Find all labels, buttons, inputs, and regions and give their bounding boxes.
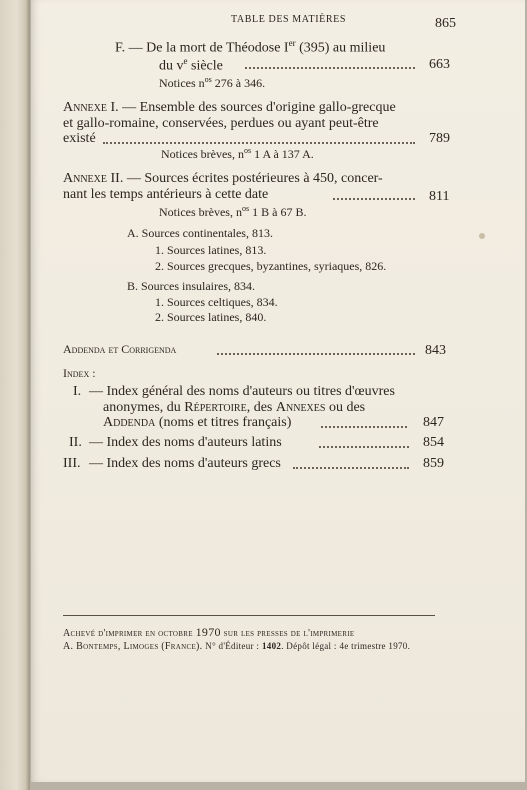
index-1-title-line2: anonymes, du Répertoire, des Annexes ou des xyxy=(103,400,366,415)
adjacent-page-edge xyxy=(0,0,30,790)
index-3-numeral: III. xyxy=(63,456,81,471)
leader-dots xyxy=(103,142,415,144)
annexe-2-notices: Notices brèves, $n^{os}$ 1 B à 67 B. xyxy=(159,204,307,219)
left-page-fragment xyxy=(0,424,1,442)
left-page-fragment xyxy=(0,630,1,636)
leader-dots xyxy=(293,467,409,469)
annexe-1-title: Annexe I. — Ensemble des sources d'origine gallo-grecque xyxy=(63,100,396,115)
annexe-2-part-a-item: 1. Sources latines, 813. xyxy=(155,243,267,257)
annexe-1-notices: Notices brèves, $n^{os}$ 1 A à 137 A. xyxy=(161,146,314,161)
section-f-title: F. — De la mort de Théodose Ier (395) au milieu xyxy=(115,38,386,56)
addenda-page: 843 xyxy=(425,343,446,358)
index-2-numeral: II. xyxy=(69,435,82,450)
colophon-rule xyxy=(63,615,435,616)
index-2-title: — Index des noms d'auteurs latins xyxy=(89,435,282,450)
left-page-fragment xyxy=(0,592,1,604)
index-heading: Index : xyxy=(63,366,96,380)
index-1-page: 847 xyxy=(423,415,444,430)
section-f-notices: Notices $n^{os}$ 276 à 346. xyxy=(159,75,266,90)
left-page-fragment xyxy=(0,476,1,488)
index-1-numeral: I. xyxy=(73,384,82,399)
index-1-title: — Index général des noms d'auteurs ou titres d'œuvres xyxy=(89,384,395,399)
annexe-1-title-line3: existé xyxy=(63,131,96,146)
left-page-fragment xyxy=(0,340,1,358)
annexe-2-title: Annexe II. — Sources écrites postérieures à 450, concer- xyxy=(63,171,383,186)
colophon-line1: Achevé d'imprimer en octobre 1970 sur les presses de l'imprimerie xyxy=(63,625,355,639)
left-page-fragment xyxy=(0,234,1,252)
left-page-fragment xyxy=(0,162,1,180)
left-page-fragment xyxy=(0,210,1,228)
left-page-fragment xyxy=(0,110,1,128)
left-page-fragment xyxy=(0,302,1,320)
annexe-1-page: 789 xyxy=(429,131,450,146)
annexe-2-part-b-item: 2. Sources latines, 840. xyxy=(155,310,267,324)
index-2-page: 854 xyxy=(423,435,444,450)
annexe-2-part-a-item: 2. Sources grecques, byzantines, syriaques, 826. xyxy=(155,259,387,273)
annexe-2-part-b: B. Sources insulaires, 834. xyxy=(127,279,255,293)
colophon-line2: A. Bontemps, Limoges (France). N° d'Éditeur : 1402. Dépôt légal : 4e trimestre 1970. xyxy=(63,641,411,652)
index-1-title-line3: Addenda (noms et titres français) xyxy=(103,415,292,430)
leader-dots xyxy=(245,67,415,69)
leader-dots xyxy=(319,446,409,448)
left-page-fragment xyxy=(0,375,1,393)
book-page xyxy=(31,0,525,782)
annexe-2-part-a: A. Sources continentales, 813. xyxy=(127,226,273,240)
leader-dots xyxy=(321,426,407,428)
annexe-1-title-line2: et gallo-romaine, conservées, perdues ou ayant peut-être xyxy=(63,116,379,131)
annexe-2-page: 811 xyxy=(429,189,450,204)
section-f-page: 663 xyxy=(429,57,450,72)
section-f-title-line2: du $v^e$ siècle xyxy=(159,56,223,74)
leader-dots xyxy=(333,198,415,200)
paper-spot xyxy=(479,233,485,239)
index-3-title: — Index des noms d'auteurs grecs xyxy=(89,456,281,471)
index-3-page: 859 xyxy=(423,456,444,471)
page-number: 865 xyxy=(435,16,456,31)
annexe-2-title-line2: nant les temps antérieurs à cette date xyxy=(63,187,269,202)
leader-dots xyxy=(217,353,415,355)
addenda-label: Addenda et Corrigenda xyxy=(63,342,177,356)
annexe-2-part-b-item: 1. Sources celtiques, 834. xyxy=(155,295,278,309)
running-header-title: TABLE DES MATIÈRES xyxy=(231,14,346,25)
